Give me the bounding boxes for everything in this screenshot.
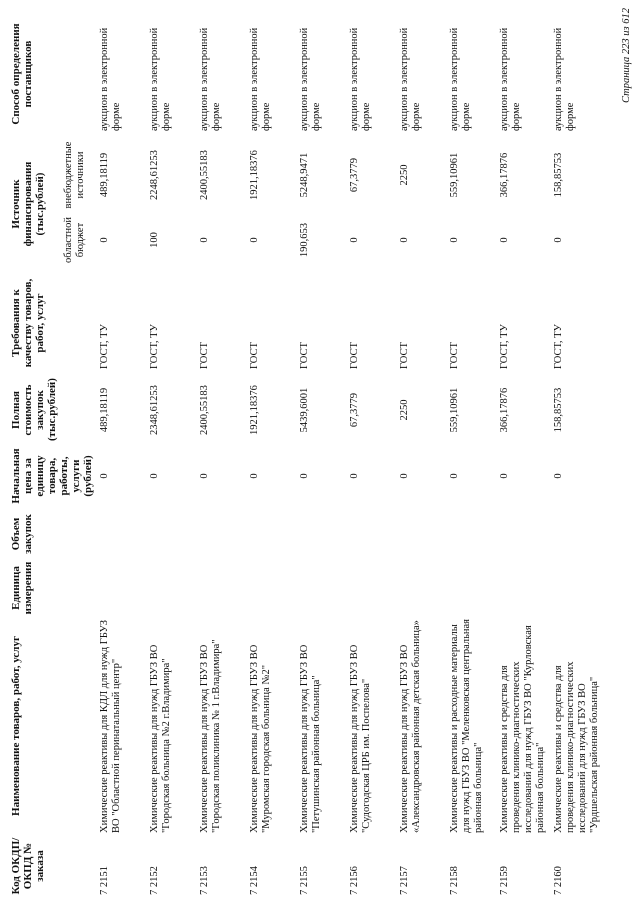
order-number: 2151 <box>99 866 110 888</box>
price-cell: 0 <box>149 473 160 479</box>
volume-cell <box>146 509 196 559</box>
method-cell: аукцион в электронной форме <box>149 27 172 131</box>
unit-cell <box>196 559 246 617</box>
code-cell <box>246 835 296 897</box>
price-cell: 0 <box>449 473 460 479</box>
volume-cell <box>196 509 246 559</box>
price-cell: 0 <box>399 473 410 479</box>
regional-cell: 0 <box>249 237 260 243</box>
extra-cell: 559,10961 <box>449 152 460 198</box>
requirements-cell: ГОСТ, ТУ <box>553 324 564 369</box>
order-prefix: 7 <box>349 889 360 895</box>
table-row <box>396 9 446 897</box>
regional-cell: 0 <box>399 237 410 243</box>
full-cost-cell: 5439,6001 <box>299 387 310 433</box>
table-body <box>96 9 604 897</box>
method-cell: аукцион в электронной форме <box>349 27 372 131</box>
volume-cell <box>496 509 550 559</box>
order-prefix: 7 <box>499 889 510 895</box>
table-row <box>550 9 604 897</box>
name-cell: Химические реактивы для нужд ГБУЗ ВО "Муромская городская больница №2" <box>249 644 272 833</box>
name-cell: Химические реактивы для нужд ГБУЗ ВО "Городская поликлиника № 1 г.Владимира" <box>199 639 222 833</box>
code-cell <box>296 835 346 897</box>
table-row <box>196 9 246 897</box>
requirements-cell: ГОСТ <box>249 342 260 369</box>
unit-cell <box>446 559 496 617</box>
volume-cell <box>246 509 296 559</box>
table-row <box>146 9 196 897</box>
regional-cell: 0 <box>349 237 360 243</box>
header-name: Наименование товаров, работ, услуг <box>10 636 22 816</box>
table-row <box>96 9 146 897</box>
code-cell <box>96 835 146 897</box>
order-number: 2159 <box>499 866 510 888</box>
requirements-cell: ГОСТ <box>449 342 460 369</box>
regional-cell: 0 <box>99 237 110 243</box>
method-cell: аукцион в электронной форме <box>299 27 322 131</box>
order-prefix: 7 <box>149 889 160 895</box>
full-cost-cell: 2348,61253 <box>149 385 160 435</box>
full-cost-cell: 1921,18376 <box>249 385 260 435</box>
order-number: 2154 <box>249 866 260 888</box>
table-row <box>496 9 550 897</box>
volume-cell <box>96 509 146 559</box>
method-cell: аукцион в электронной форме <box>499 27 522 131</box>
order-prefix: 7 <box>553 889 564 895</box>
name-cell: Химические реактивы и средства для проведения клинико-диагностических исследований для нужд ГБУЗ ВО "Курловская районная больница" <box>499 625 546 833</box>
unit-cell <box>346 559 396 617</box>
price-cell: 0 <box>299 473 310 479</box>
requirements-cell: ГОСТ <box>299 342 310 369</box>
regional-cell: 100 <box>149 232 160 248</box>
order-number: 2160 <box>553 866 564 888</box>
unit-cell <box>146 559 196 617</box>
page-footer: Страница 223 из 612 <box>621 8 632 104</box>
full-cost-cell: 559,10961 <box>449 387 460 433</box>
header-full-cost: Полная стоимость закупок (тыс.рублей) <box>10 378 58 441</box>
code-cell <box>550 835 604 897</box>
order-prefix: 7 <box>249 889 260 895</box>
price-cell: 0 <box>553 473 564 479</box>
order-prefix: 7 <box>449 889 460 895</box>
regional-cell: 0 <box>449 237 460 243</box>
code-cell <box>146 835 196 897</box>
method-cell: аукцион в электронной форме <box>99 27 122 131</box>
table-header-row <box>8 9 57 897</box>
requirements-cell: ГОСТ <box>199 342 210 369</box>
method-cell: аукцион в электронной форме <box>449 27 472 131</box>
order-prefix: 7 <box>199 889 210 895</box>
volume-cell <box>296 509 346 559</box>
requirements-cell: ГОСТ, ТУ <box>499 324 510 369</box>
regional-cell: 0 <box>199 237 210 243</box>
extra-cell: 2248,61253 <box>149 150 160 200</box>
price-cell: 0 <box>499 473 510 479</box>
full-cost-cell: 366,17876 <box>499 387 510 433</box>
unit-cell <box>496 559 550 617</box>
name-cell: Химические реактивы и средства для проведения клинико-диагностических исследований для нужд ГБУЗ ВО "Урдшельская районная больница" <box>553 661 600 833</box>
method-cell: аукцион в электронной форме <box>199 27 222 131</box>
requirements-cell: ГОСТ <box>399 342 410 369</box>
method-cell: аукцион в электронной форме <box>553 27 576 131</box>
extra-cell: 5248,9471 <box>299 152 310 198</box>
requirements-cell: ГОСТ, ТУ <box>99 324 110 369</box>
requirements-cell: ГОСТ, ТУ <box>149 324 160 369</box>
volume-cell <box>446 509 496 559</box>
extra-cell: 2250 <box>399 164 410 186</box>
header-code: Код ОКДП/ ОКПД № заказа <box>10 837 46 895</box>
order-number: 2157 <box>399 866 410 888</box>
extra-cell: 158,85753 <box>553 152 564 198</box>
full-cost-cell: 2400,55183 <box>199 385 210 435</box>
method-cell: аукцион в электронной форме <box>249 27 272 131</box>
order-prefix: 7 <box>99 889 110 895</box>
extra-cell: 489,18119 <box>99 152 110 198</box>
code-cell <box>496 835 550 897</box>
order-number: 2158 <box>449 866 460 888</box>
order-number: 2152 <box>149 866 160 888</box>
code-cell <box>196 835 246 897</box>
regional-cell: 0 <box>553 237 564 243</box>
header-sources: Источник финансирования (тыс.рублей) <box>10 161 46 247</box>
header-source-extra: внебюджетные источники <box>62 141 86 209</box>
header-start-price: Начальная цена за единицу товара, работы, услуги (рублей) <box>10 448 94 504</box>
code-cell <box>396 835 446 897</box>
order-prefix: 7 <box>299 889 310 895</box>
name-cell: Химические реактивы и расходные материалы для нужд ГБУЗ ВО "Меленковская центральная районная больница" <box>449 619 484 833</box>
header-method: Способ определения поставщиков <box>10 23 34 125</box>
header-requirements: Требования к качеству товаров, работ, услуг <box>10 278 46 368</box>
order-number: 2156 <box>349 866 360 888</box>
extra-cell: 1921,18376 <box>249 150 260 200</box>
extra-cell: 67,3779 <box>349 157 360 193</box>
price-cell: 0 <box>349 473 360 479</box>
table-row <box>296 9 346 897</box>
header-source-regional: областной бюджет <box>62 217 86 263</box>
code-cell <box>346 835 396 897</box>
unit-cell <box>550 559 604 617</box>
order-number: 2155 <box>299 866 310 888</box>
table-row <box>446 9 496 897</box>
code-cell <box>446 835 496 897</box>
unit-cell <box>296 559 346 617</box>
header-unit: Единица измерения <box>10 561 34 615</box>
volume-cell <box>346 509 396 559</box>
regional-cell: 190,653 <box>299 222 310 258</box>
name-cell: Химические реактивы для КДЛ для нужд ГБУЗ ВО "Областной перинатальный центр" <box>99 619 122 833</box>
name-cell: Химические реактивы для нужд ГБУЗ ВО "Судогодская ЦРБ им. Поспелова" <box>349 644 372 833</box>
table-row <box>346 9 396 897</box>
unit-cell <box>396 559 446 617</box>
order-number: 2153 <box>199 866 210 888</box>
full-cost-cell: 158,85753 <box>553 387 564 433</box>
full-cost-cell: 2250 <box>399 399 410 421</box>
procurement-table <box>8 9 604 897</box>
header-volume: Объем закупок <box>10 514 34 554</box>
name-cell: Химические реактивы для нужд ГБУЗ ВО «Александровская районная детская больница» <box>399 620 422 833</box>
unit-cell <box>96 559 146 617</box>
full-cost-cell: 489,18119 <box>99 387 110 433</box>
unit-cell <box>246 559 296 617</box>
table-row <box>246 9 296 897</box>
order-prefix: 7 <box>399 889 410 895</box>
price-cell: 0 <box>199 473 210 479</box>
regional-cell: 0 <box>499 237 510 243</box>
volume-cell <box>550 509 604 559</box>
extra-cell: 2400,55183 <box>199 150 210 200</box>
full-cost-cell: 67,3779 <box>349 392 360 428</box>
price-cell: 0 <box>99 473 110 479</box>
requirements-cell: ГОСТ <box>349 342 360 369</box>
volume-cell <box>396 509 446 559</box>
price-cell: 0 <box>249 473 260 479</box>
extra-cell: 366,17876 <box>499 152 510 198</box>
name-cell: Химические реактивы для нужд ГБУЗ ВО "Петушинская районная больница" <box>299 644 322 833</box>
method-cell: аукцион в электронной форме <box>399 27 422 131</box>
name-cell: Химические реактивы для нужд ГБУЗ ВО "Городская больница №2 г.Владимира" <box>149 644 172 833</box>
